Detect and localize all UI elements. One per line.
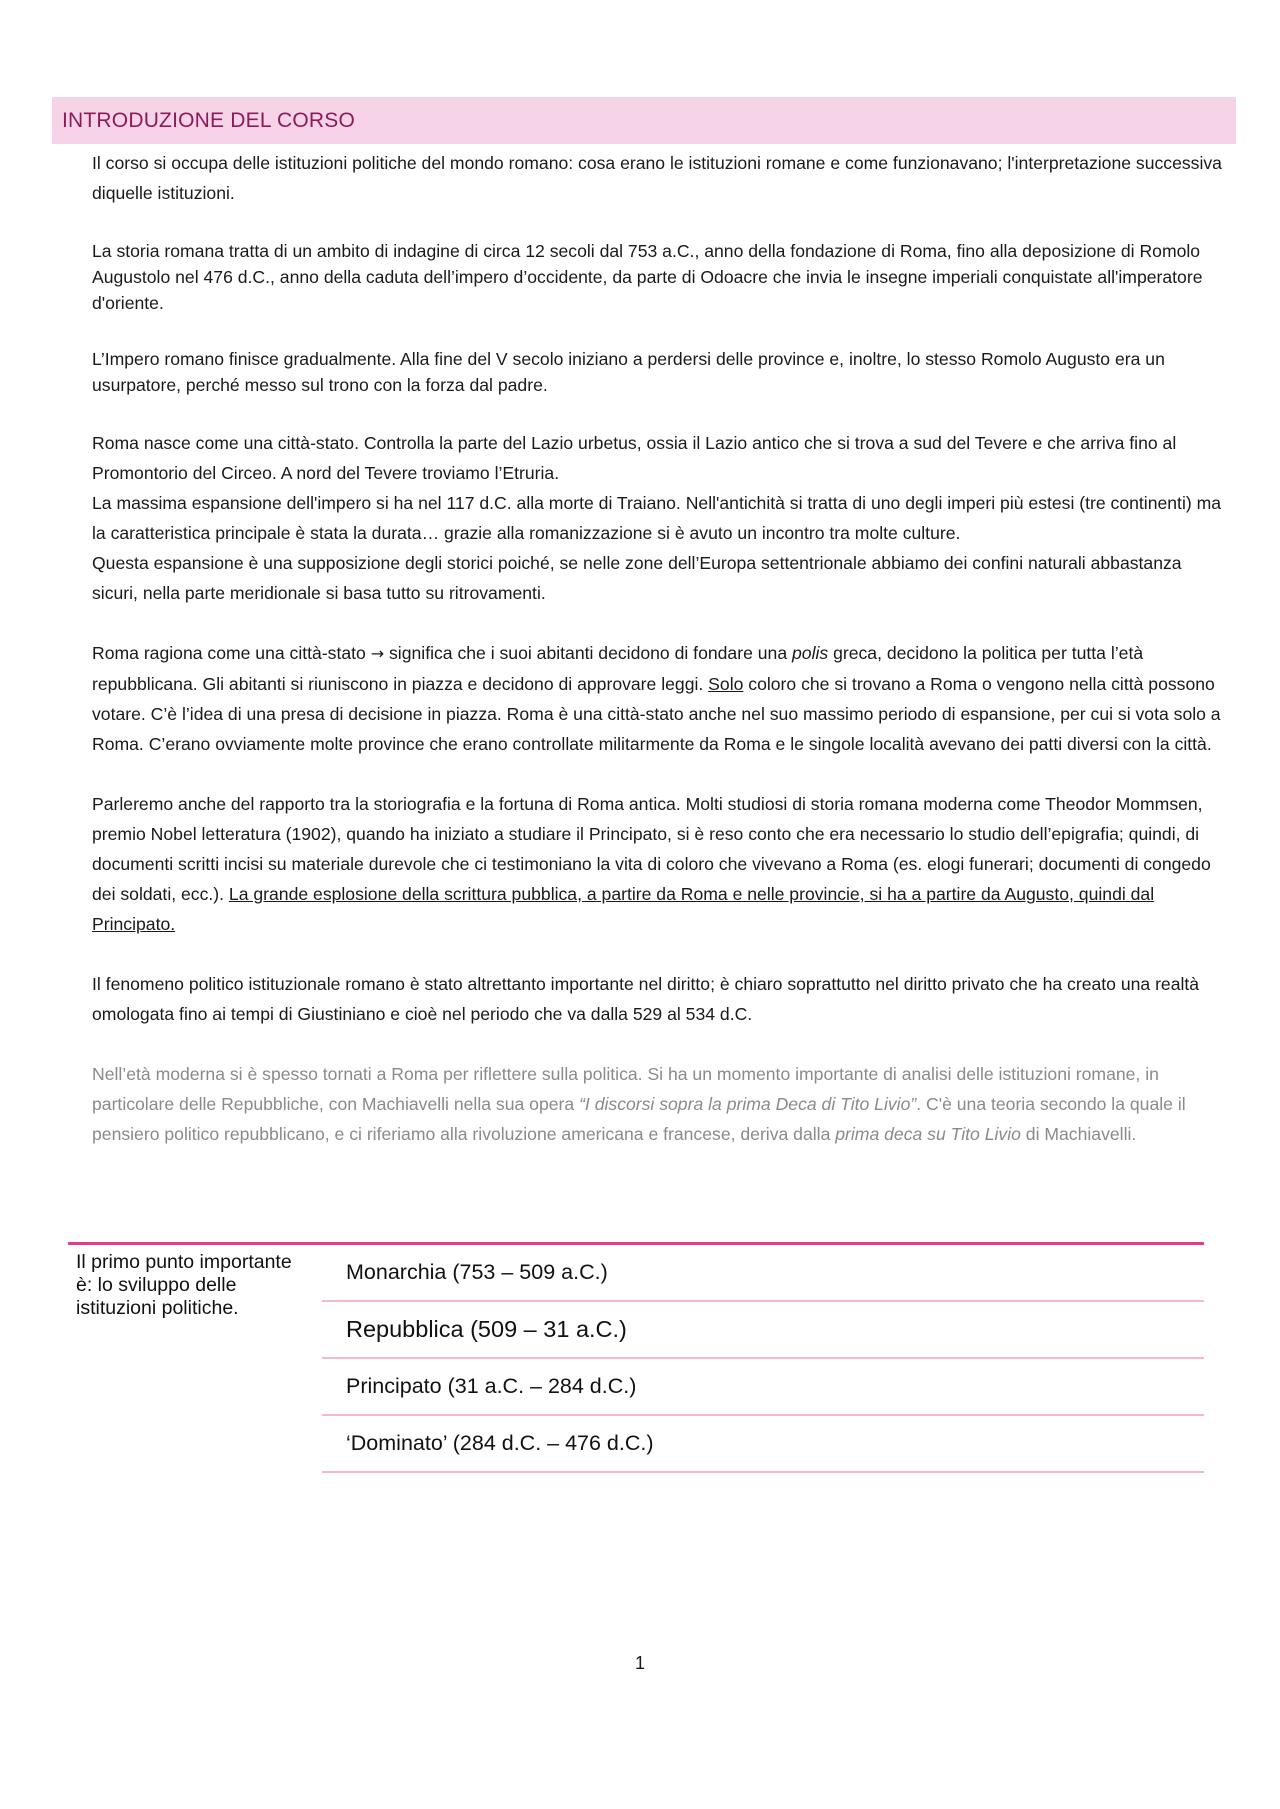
- paragraph-intro: Il corso si occupa delle istituzioni politiche del mondo romano: cosa erano le istituzioni romane e come funzionavano; l'interpretazione successiva diquelle istituzioni.: [92, 153, 1222, 203]
- period-row: ‘Dominato’ (284 d.C. – 476 d.C.): [322, 1416, 1204, 1473]
- period-row: Principato (31 a.C. – 284 d.C.): [322, 1359, 1204, 1416]
- section-title: INTRODUZIONE DEL CORSO: [62, 108, 355, 132]
- timeline-label: Il primo punto importante è: lo sviluppo delle istituzioni politiche.: [76, 1251, 292, 1319]
- section-header: [52, 97, 1236, 144]
- right-arrow-icon: →: [370, 644, 385, 663]
- period-row: Monarchia (753 – 509 a.C.): [322, 1245, 1204, 1302]
- paragraph-empire-end: L’Impero romano finisce gradualmente. Alla fine del V secolo iniziano a perdersi delle province e, inoltre, lo stesso Romolo Augusto era un usurpatore, perché messo sul trono con la forza dal padre.: [92, 349, 1165, 395]
- paragraph-expansion-hypothesis: Questa espansione è una supposizione degli storici poiché, se nelle zone dell’Europa settentrionale abbiamo dei confini naturali abbastanza sicuri, nella parte meridionale si basa tutto su ritrovamenti.: [92, 553, 1182, 603]
- underlined-highlight: La grande esplosione della scrittura pubblica, a partire da Roma e nelle provincie, si ha a partire da Augusto, quindi dal Principato.: [92, 884, 1155, 934]
- institutions-timeline: [68, 1242, 1204, 1485]
- paragraph-city-state: Roma nasce come una città-stato. Controlla la parte del Lazio urbetus, ossia il Lazio antico che si trova a sud del Tevere e che arriva fino al Promontorio del Circeo. A nord del Tevere troviamo l’Etruria.: [92, 433, 1177, 483]
- paragraph-historiography: Parleremo anche del rapporto tra la storiografia e la fortuna di Roma antica. Molti studiosi di storia romana moderna come Theodor Mommsen, premio Nobel letteratura (1902), quando ha iniziato a studiare il Principato, si è reso conto che era necessario lo studio dell’epigrafia; quindi, di documenti scritti incisi su materiale durevole che ci testimoniano la vita di coloro che vivevano a Roma (es. elogi funerari; documenti di congedo dei soldati, ecc.). La grande esplosione della scrittura pubblica, a partire da Roma e nelle provincie, si ha a partire da Augusto, quindi dal Principato.: [92, 794, 1211, 934]
- paragraph-machiavelli: Nell’età moderna si è spesso tornati a Roma per riflettere sulla politica. Si ha un momento importante di analisi delle istituzioni romane, in particolare delle Repubbliche, con Machiavelli nella sua opera “I discorsi sopra la prima Deca di Tito Livio”. C'è una teoria secondo la quale il pensiero politico repubblicano, e ci riferiamo alla rivoluzione americana e francese, deriva dalla prima deca su Tito Livio di Machiavelli.: [92, 1064, 1186, 1144]
- page-number: 1: [634, 1653, 645, 1673]
- paragraph-polis: Roma ragiona come una città-stato → significa che i suoi abitanti decidono di fondare una polis greca, decidono la politica per tutta l’età repubblicana. Gli abitanti si riuniscono in piazza e decidono di approvare leggi. Solo coloro che si trovano a Roma o vengono nella città possono votare. C’è l’idea di una presa di decisione in piazza. Roma è una città-stato anche nel suo massimo periodo di espansione, per cui si vota solo a Roma. C’erano ovviamente molte province che erano controllate militarmente da Roma e le singole località avevano dei patti diversi con la città.: [92, 643, 1221, 754]
- period-row: Repubblica (509 – 31 a.C.): [322, 1302, 1204, 1359]
- paragraph-law: Il fenomeno politico istituzionale romano è stato altrettanto importante nel diritto; è chiaro soprattutto nel diritto privato che ha creato una realtà omologata fino ai tempi di Giustiniano e cioè nel periodo che va dalla 529 al 534 d.C.: [92, 974, 1200, 1024]
- paragraph-chronology: La storia romana tratta di un ambito di indagine di circa 12 secoli dal 753 a.C., anno della fondazione di Roma, fino alla deposizione di Romolo Augustolo nel 476 d.C., anno della caduta dell’impero d’occidente, da parte di Odoacre che invia le insegne imperiali conquistate all'imperatore d'oriente.: [92, 241, 1203, 313]
- body-text: [92, 148, 1232, 1179]
- period-list: [322, 1245, 1204, 1473]
- paragraph-expansion: La massima espansione dell'impero si ha nel 117 d.C. alla morte di Traiano. Nell'antichità si tratta di uno degli imperi più estesi (tre continenti) ma la caratteristica principale è stata la durata… grazie alla romanizzazione si è avuto un incontro tra molte culture.: [92, 493, 1222, 543]
